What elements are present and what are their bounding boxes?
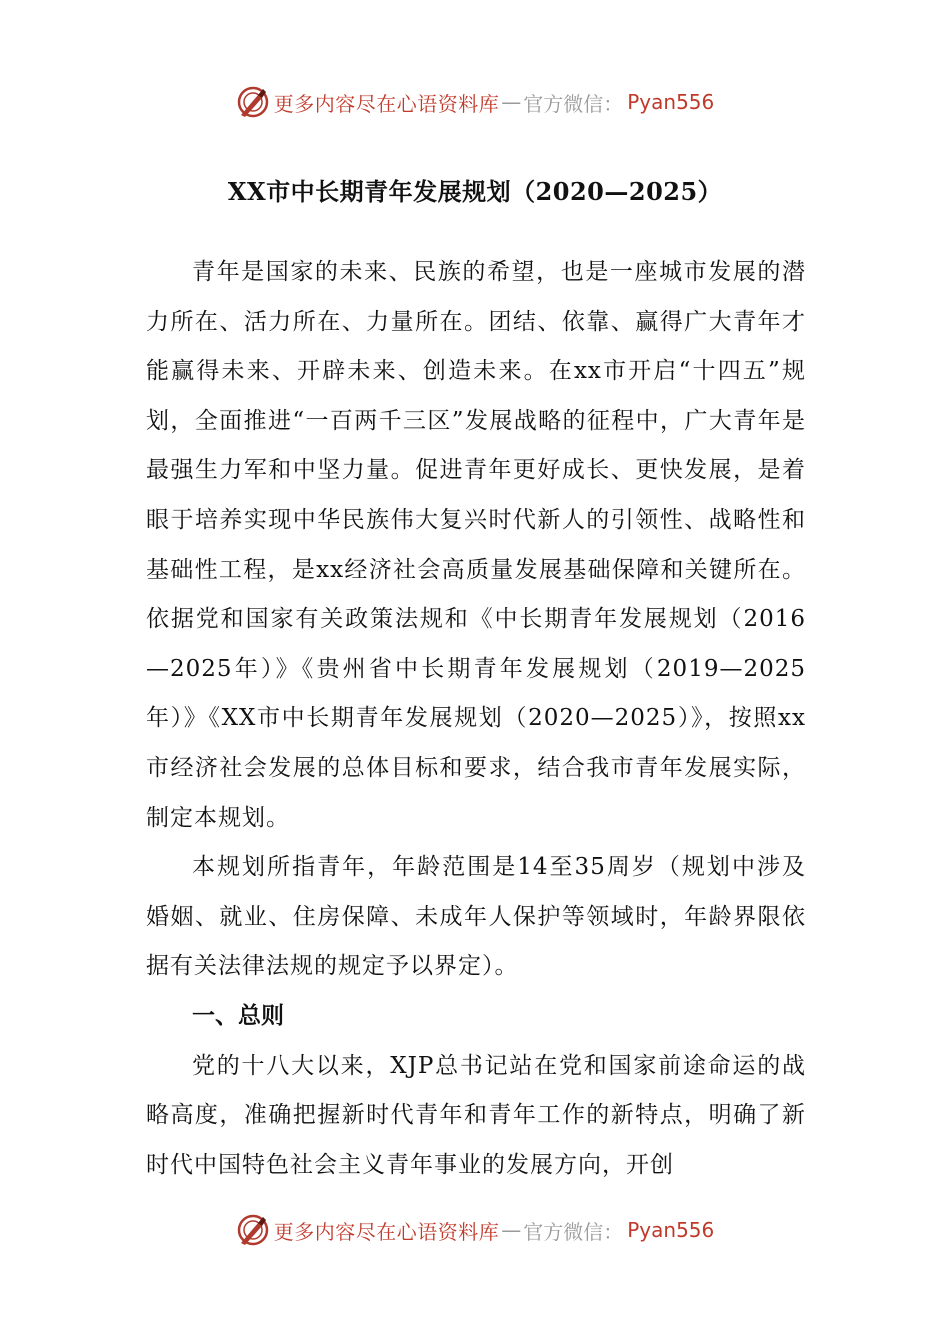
pen-circle-logo-icon — [236, 1213, 270, 1247]
footer-watermark-banner — [0, 1210, 950, 1250]
watermark-contact-label: 官方微信： — [523, 91, 624, 116]
section-heading-general: 一、总则 — [192, 1002, 284, 1029]
watermark-site-text: 更多内容尽在心语资料库 — [273, 91, 500, 116]
age-scope-paragraph: 本规划所指青年，年龄范围是14至35周岁（规划中涉及婚姻、就业、住房保障、未成年人保护等领域时，年龄界限依据有关法律法规的规定予以界定）。 — [146, 854, 806, 980]
watermark-dash: — — [501, 1218, 522, 1242]
watermark-contact-label: 官方微信： — [523, 1219, 624, 1244]
document-body — [146, 248, 806, 1190]
watermark-handle: Pyan556 — [627, 1218, 715, 1242]
document-title: XX市中长期青年发展规划（2020—2025） — [227, 177, 723, 206]
header-watermark-banner — [0, 82, 950, 122]
intro-paragraph: 青年是国家的未来、民族的希望，也是一座城市发展的潜力所在、活力所在、力量所在。团结、依靠、赢得广大青年才能赢得未来、开辟未来、创造未来。在xx市开启“十四五”规划，全面推进“一百两千三区”发展战略的征程中，广大青年是最强生力军和中坚力量。促进青年更好成长、更快发展，是着眼于培养实现中华民族伟大复兴时代新人的引领性、战略性和基础性工程，是xx经济社会高质量发展基础保障和关键所在。依据党和国家有关政策法规和《中长期青年发展规划（2016—2025年）》《贵州省中长期青年发展规划（2019—2025年）》《XX市中长期青年发展规划（2020—2025）》，按照xx市经济社会发展的总体目标和要求，结合我市青年发展实际，制定本规划。 — [146, 259, 806, 831]
watermark-text — [274, 1216, 715, 1245]
general-section-paragraph: 党的十八大以来，XJP总书记站在党和国家前途命运的战略高度，准确把握新时代青年和青年工作的新特点，明确了新时代中国特色社会主义青年事业的发展方向，开创 — [146, 1052, 806, 1178]
watermark-text — [274, 88, 715, 117]
watermark-site-text: 更多内容尽在心语资料库 — [273, 1219, 500, 1244]
watermark-dash: — — [501, 90, 522, 114]
pen-circle-logo-icon — [236, 85, 270, 119]
watermark-handle: Pyan556 — [627, 90, 715, 114]
